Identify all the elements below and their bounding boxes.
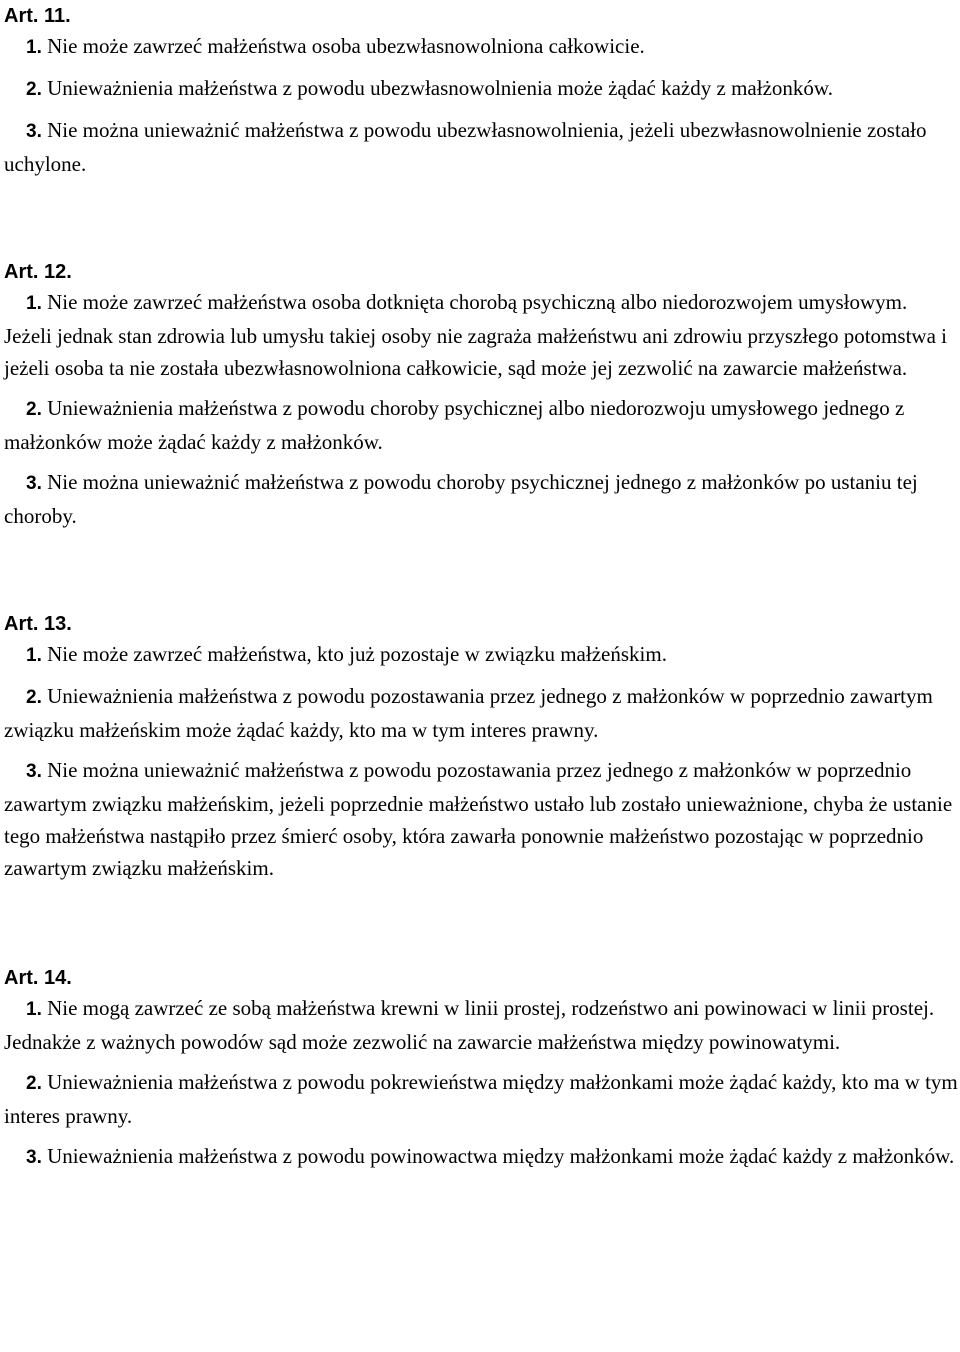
paragraph xyxy=(4,1066,960,1132)
paragraph xyxy=(4,638,960,672)
paragraph xyxy=(4,114,960,180)
paragraph-text: Unieważnienia małżeństwa z powodu choroby psychicznej albo niedorozwoju umysłowego jednego z małżonków może żądać każdy z małżonków. xyxy=(4,396,905,454)
paragraph-text: Nie można unieważnić małżeństwa z powodu ubezwłasnowolnienia, jeżeli ubezwłasnowolnienie zostało uchylone. xyxy=(4,118,927,176)
paragraph-text: Nie można unieważnić małżeństwa z powodu pozostawania przez jednego z małżonków w poprzednio zawartym związku małżeńskim, jeżeli poprzednie małżeństwo ustało lub zostało unieważnione, chyba że ustanie tego małżeństwa nastąpiło przez śmierć osoby, która zawarła ponownie małżeństwo pozostając w poprzednio zawartym związku małżeńskim. xyxy=(4,758,953,880)
paragraph-number: 1. xyxy=(26,37,42,58)
paragraph-number: 2. xyxy=(26,687,42,708)
paragraph-number: 2. xyxy=(26,79,42,100)
article-heading: Art. 11. xyxy=(4,5,71,27)
paragraph xyxy=(4,392,960,458)
article-14 xyxy=(4,966,960,1174)
paragraph-text: Unieważnienia małżeństwa z powodu pokrewieństwa między małżonkami może żądać każdy, kto ma w tym interes prawny. xyxy=(4,1070,958,1128)
paragraph xyxy=(4,992,960,1058)
paragraph-text: Unieważnienia małżeństwa z powodu ubezwłasnowolnienia może żądać każdy z małżonków. xyxy=(47,76,833,100)
paragraph xyxy=(4,286,960,384)
paragraph-number: 2. xyxy=(26,1073,42,1094)
article-11 xyxy=(4,4,960,180)
paragraph-number: 1. xyxy=(26,645,42,666)
paragraph-text: Nie można unieważnić małżeństwa z powodu choroby psychicznej jednego z małżonków po ustaniu tej choroby. xyxy=(4,470,918,528)
paragraph xyxy=(4,754,960,884)
paragraph-number: 3. xyxy=(26,761,42,782)
paragraph-number: 2. xyxy=(26,399,42,420)
paragraph xyxy=(4,680,960,746)
article-spacer xyxy=(4,540,960,612)
paragraph-number: 3. xyxy=(26,473,42,494)
paragraph xyxy=(4,30,960,64)
paragraph xyxy=(4,466,960,532)
article-heading: Art. 12. xyxy=(4,261,72,283)
paragraph xyxy=(4,1140,960,1174)
paragraph-number: 1. xyxy=(26,999,42,1020)
article-12 xyxy=(4,260,960,532)
paragraph-text: Nie mogą zawrzeć ze sobą małżeństwa krewni w linii prostej, rodzeństwo ani powinowaci w linii prostej. Jednakże z ważnych powodów sąd może zezwolić na zawarcie małżeństwa między powinowatymi. xyxy=(4,996,935,1054)
article-heading: Art. 14. xyxy=(4,967,72,989)
paragraph-number: 3. xyxy=(26,1147,42,1168)
article-spacer xyxy=(4,188,960,260)
article-spacer xyxy=(4,892,960,966)
paragraph-text: Nie może zawrzeć małżeństwa osoba dotknięta chorobą psychiczną albo niedorozwojem umysłowym. Jeżeli jednak stan zdrowia lub umysłu takiej osoby nie zagraża małżeństwu ani zdrowiu przyszłego potomstwa i jeżeli osoba ta nie została ubezwłasnowolniona całkowicie, sąd może jej zezwolić na zawarcie małżeństwa. xyxy=(4,290,947,380)
paragraph-text: Nie może zawrzeć małżeństwa osoba ubezwłasnowolniona całkowicie. xyxy=(47,34,645,58)
paragraph-text: Unieważnienia małżeństwa z powodu powinowactwa między małżonkami może żądać każdy z małżonków. xyxy=(47,1144,955,1168)
paragraph xyxy=(4,72,960,106)
paragraph-text: Nie może zawrzeć małżeństwa, kto już pozostaje w związku małżeńskim. xyxy=(47,642,667,666)
paragraph-number: 3. xyxy=(26,121,42,142)
paragraph-number: 1. xyxy=(26,293,42,314)
article-13 xyxy=(4,612,960,884)
article-heading: Art. 13. xyxy=(4,613,72,635)
paragraph-text: Unieważnienia małżeństwa z powodu pozostawania przez jednego z małżonków w poprzednio zawartym związku małżeńskim może żądać każdy, kto ma w tym interes prawny. xyxy=(4,684,933,742)
document xyxy=(4,4,960,1182)
